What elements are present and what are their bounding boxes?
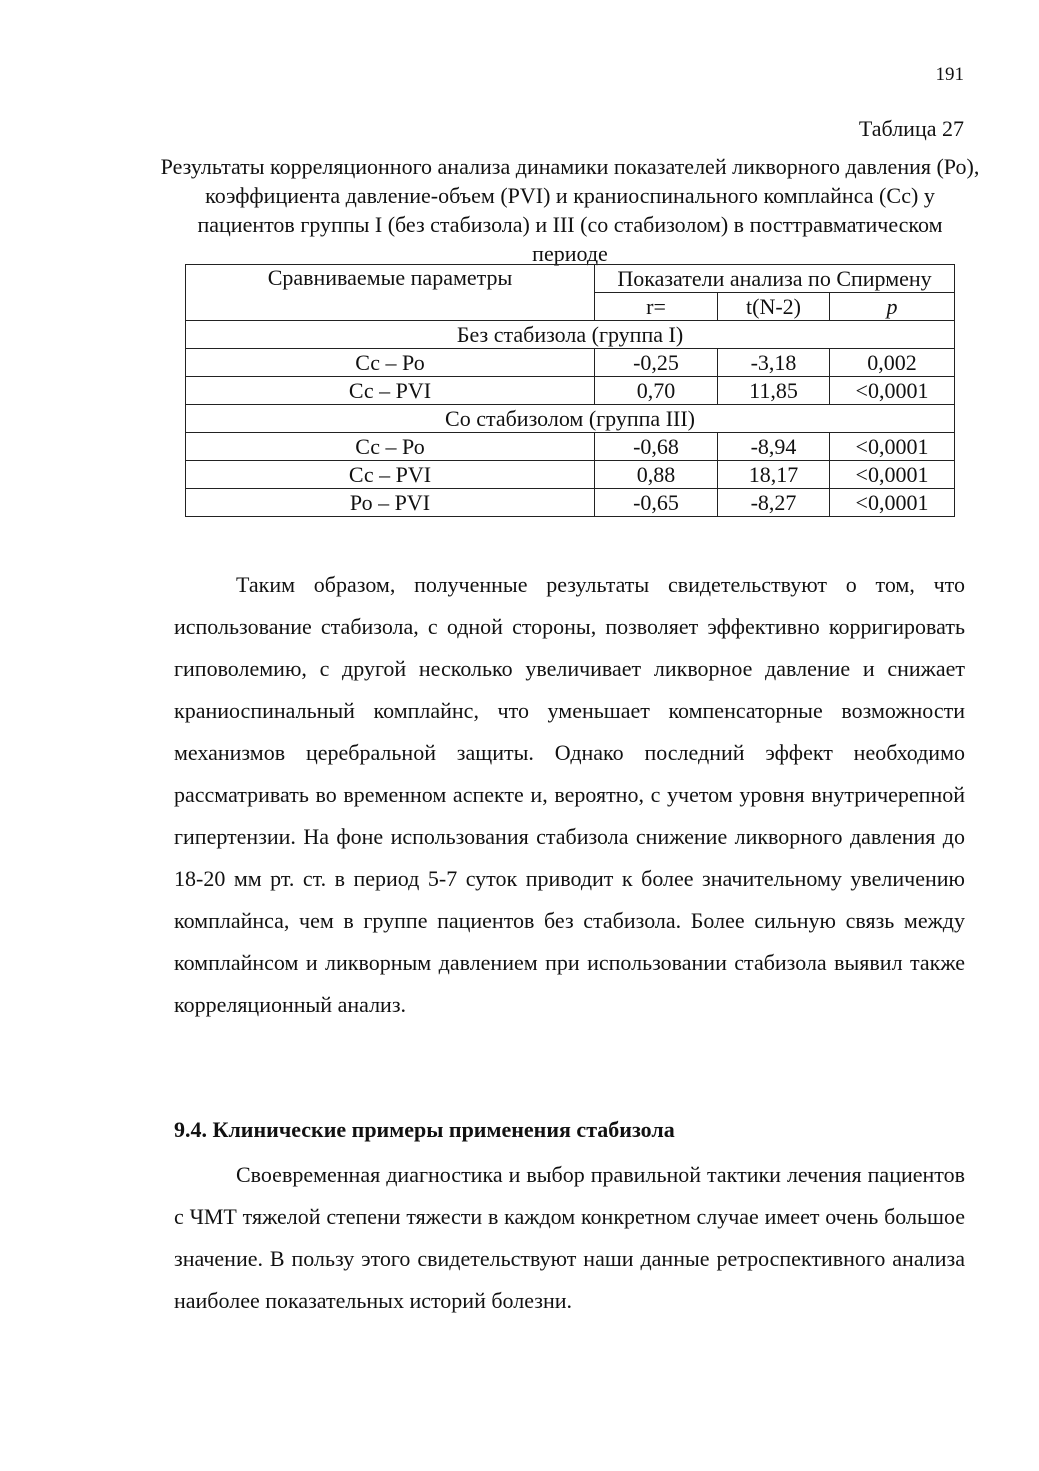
header-compared-parameters: Сравниваемые параметры: [186, 265, 595, 321]
body-paragraph-clinical-examples: Своевременная диагностика и выбор правильной тактики лечения пациентов с ЧМТ тяжелой степени тяжести в каждом конкретном случае имеет очень большое значение. В пользу этого свидетельствуют наши данные ретроспективного анализа наиболее показательных историй болезни.: [174, 1162, 965, 1313]
cell-t: 18,17: [718, 461, 830, 489]
cell-r: -0,68: [595, 433, 718, 461]
cell-param: Сс – Ро: [186, 433, 595, 461]
correlation-table: [185, 264, 955, 517]
section-heading: 9.4. Клинические примеры применения стабизола: [174, 1117, 675, 1142]
body-paragraph-conclusion: Таким образом, полученные результаты свидетельствуют о том, что использование стабизола, с одной стороны, позволяет эффективно корригировать гиповолемию, с другой несколько увеличивает ликворное давление и снижает краниоспинальный комплайнс, что уменьшает компенсаторные возможности механизмов церебральной защиты. Однако последний эффект необходимо рассматривать во временном аспекте и, вероятно, с учетом уровня внутричерепной гипертензии. На фоне использования стабизола снижение ликворного давления до 18-20 мм рт. ст. в период 5-7 суток приводит к более значительному увеличению комплайнса, чем в группе пациентов без стабизола. Более сильную связь между комплайнсом и ликворным давлением при использовании стабизола выявил также корреляционный анализ.: [174, 572, 965, 1017]
table-caption: Результаты корреляционного анализа динамики показателей ликворного давления (Ро), коэффициента давление-объем (PVI) и краниоспинального комплайнса (Сс) у пациентов группы I (без стабизола) и III (со стабизолом) в посттравматическом периоде: [160, 154, 980, 266]
cell-r: 0,88: [595, 461, 718, 489]
subheader-t: t(N-2): [718, 293, 830, 321]
table-row: [186, 349, 955, 377]
subheader-r: r=: [595, 293, 718, 321]
cell-p: 0,002: [830, 349, 955, 377]
subheader-p: p: [830, 293, 955, 321]
table-row: [186, 377, 955, 405]
cell-t: -3,18: [718, 349, 830, 377]
cell-p: <0,0001: [830, 433, 955, 461]
group-label: Без стабизола (группа I): [186, 321, 955, 349]
cell-p: <0,0001: [830, 461, 955, 489]
cell-param: Сс – Ро: [186, 349, 595, 377]
cell-p: <0,0001: [830, 377, 955, 405]
group-row: [186, 405, 955, 433]
group-row: [186, 321, 955, 349]
table-label: Таблица 27: [858, 116, 964, 141]
cell-t: -8,27: [718, 489, 830, 517]
cell-param: Ро – PVI: [186, 489, 595, 517]
cell-t: 11,85: [718, 377, 830, 405]
cell-p: <0,0001: [830, 489, 955, 517]
cell-r: -0,25: [595, 349, 718, 377]
group-label: Со стабизолом (группа III): [186, 405, 955, 433]
table-row: [186, 433, 955, 461]
cell-r: 0,70: [595, 377, 718, 405]
cell-t: -8,94: [718, 433, 830, 461]
table-row: [186, 461, 955, 489]
table-row: [186, 489, 955, 517]
cell-r: -0,65: [595, 489, 718, 517]
header-spearman-indicators: Показатели анализа по Спирмену: [595, 265, 955, 293]
cell-param: Сс – PVI: [186, 461, 595, 489]
page-number: 191: [935, 64, 964, 85]
table-header-row: [186, 265, 955, 293]
cell-param: Сс – PVI: [186, 377, 595, 405]
